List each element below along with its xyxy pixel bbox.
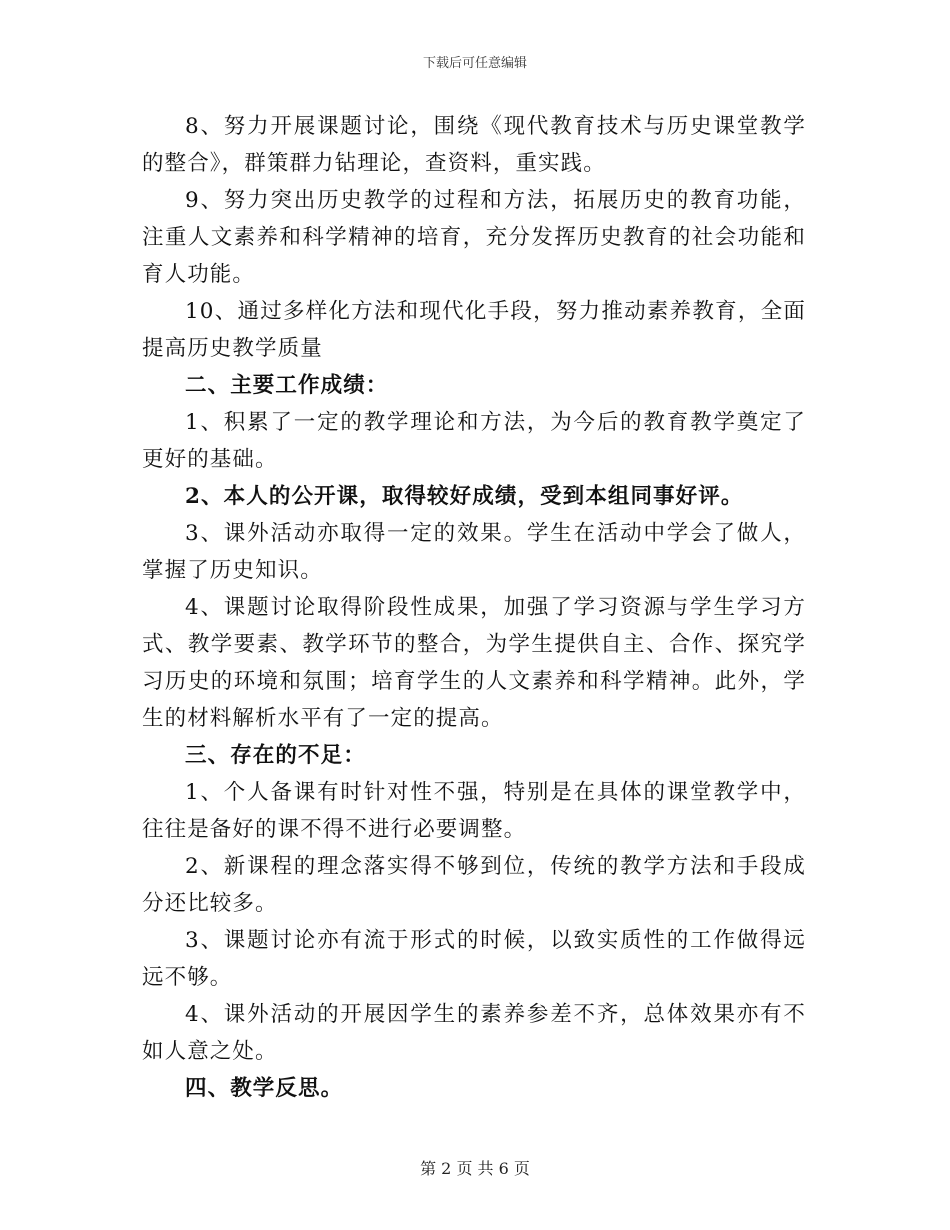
achievement-item-3: 3、课外活动亦取得一定的效果。学生在活动中学会了做人，掌握了历史知识。 <box>142 521 806 583</box>
section-heading-reflection: 四、教学反思。 <box>185 1076 344 1101</box>
shortcoming-item-2: 2、新课程的理念落实得不够到位，传统的教学方法和手段成分还比较多。 <box>142 854 806 916</box>
shortcoming-item-3: 3、课题讨论亦有流于形式的时候，以致实质性的工作做得远远不够。 <box>142 928 806 990</box>
document-body <box>142 108 806 1107</box>
achievement-item-1: 1、积累了一定的教学理论和方法，为今后的教育教学奠定了更好的基础。 <box>142 410 806 472</box>
section-heading-shortcomings: 三、存在的不足： <box>185 743 366 768</box>
achievement-item-2: 2、本人的公开课，取得较好成绩，受到本组同事好评。 <box>185 484 744 509</box>
shortcoming-item-4: 4、课外活动的开展因学生的素养参差不齐，总体效果亦有不如人意之处。 <box>142 1002 806 1064</box>
paragraph-item-8: 8、努力开展课题讨论，围绕《现代教育技术与历史课堂教学的整合》，群策群力钻理论，查资料，重实践。 <box>142 114 806 176</box>
page-number: 第 2 页 共 6 页 <box>420 1159 530 1178</box>
page-header: 下载后可任意编辑 <box>422 56 527 71</box>
paragraph-item-9: 9、努力突出历史教学的过程和方法，拓展历史的教育功能，注重人文素养和科学精神的培育，充分发挥历史教育的社会功能和育人功能。 <box>142 188 806 287</box>
achievement-item-4: 4、课题讨论取得阶段性成果，加强了学习资源与学生学习方式、教学要素、教学环节的整合，为学生提供自主、合作、探究学习历史的环境和氛围；培育学生的人文素养和科学精神。此外，学生的材料解析水平有了一定的提高。 <box>142 595 806 731</box>
shortcoming-item-1: 1、个人备课有时针对性不强，特别是在具体的课堂教学中，往往是备好的课不得不进行必要调整。 <box>142 780 806 842</box>
section-heading-achievements: 二、主要工作成绩： <box>185 373 389 398</box>
paragraph-item-10: 10、通过多样化方法和现代化手段，努力推动素养教育，全面提高历史教学质量 <box>142 299 806 361</box>
